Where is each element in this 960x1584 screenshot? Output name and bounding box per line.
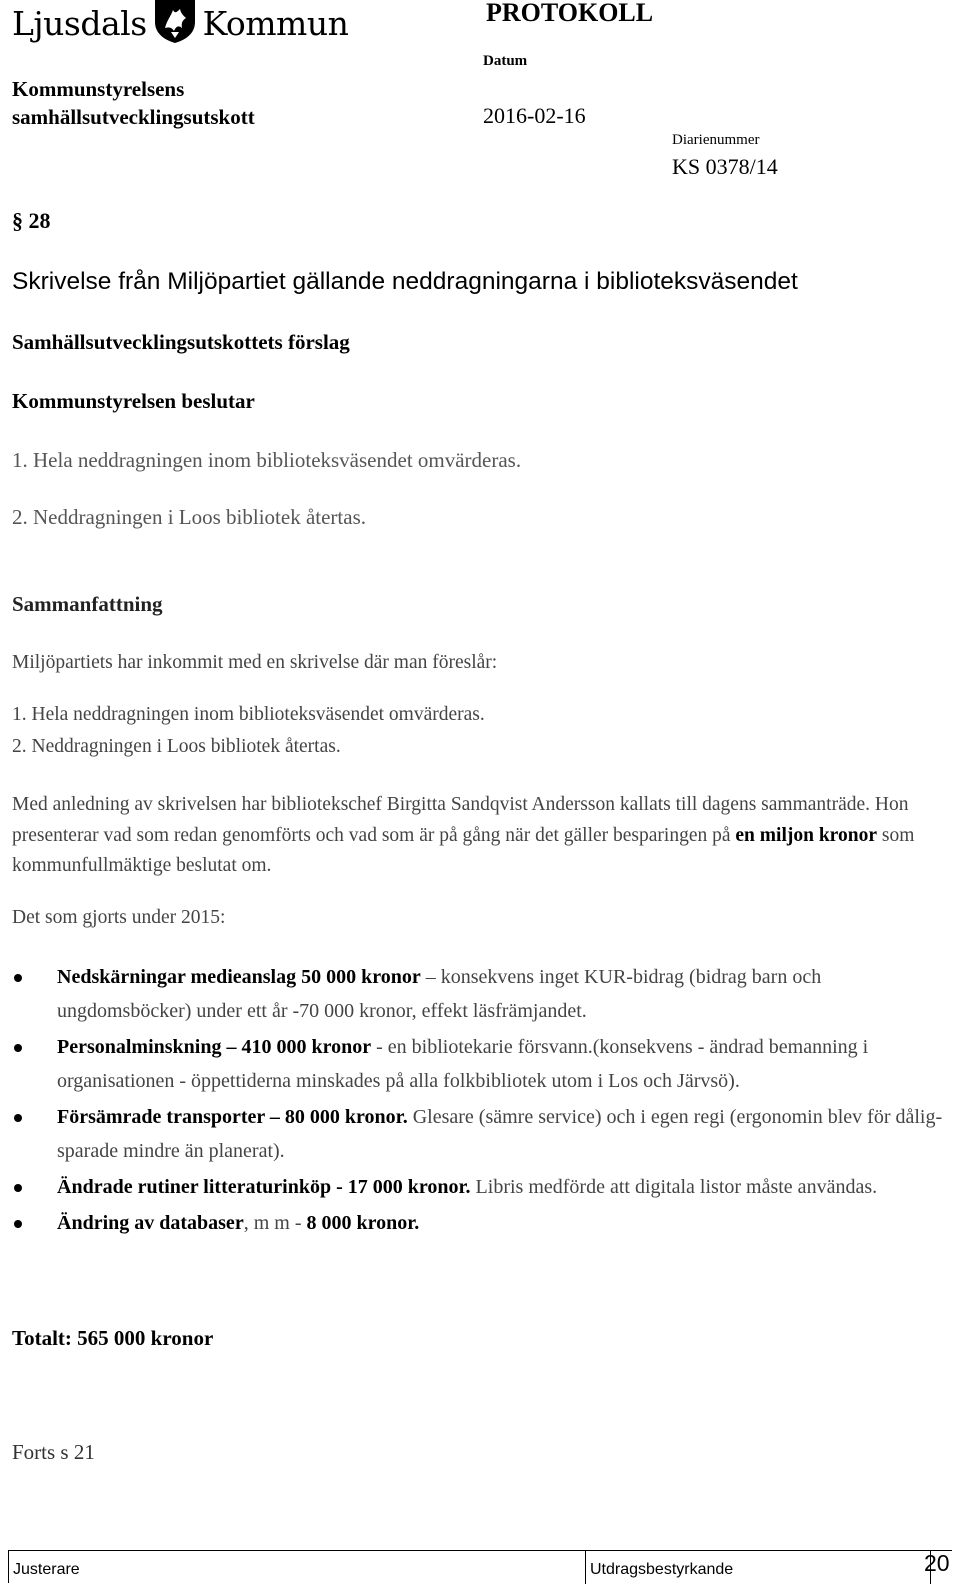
bullet-icon bbox=[14, 1220, 22, 1228]
diary-number-value: KS 0378/14 bbox=[672, 154, 778, 179]
list-item bbox=[12, 1206, 956, 1240]
document-type: PROTOKOLL bbox=[486, 0, 654, 27]
utdrag-cell bbox=[586, 1551, 931, 1584]
item-title: Skrivelse från Miljöpartiet gällande neddragningarna i biblioteksväsendet bbox=[12, 268, 798, 295]
bullet-icon bbox=[14, 1114, 22, 1122]
bullet-icon bbox=[14, 1184, 22, 1192]
summary-heading: Sammanfattning bbox=[12, 592, 163, 616]
list-item-text: , m m - bbox=[243, 1212, 307, 1234]
summary-paragraph-text: Med anledning av skrivelsen har bibliotekschef Birgitta Sandqvist Andersson kallats till dagens sammanträde. Hon presenterar vad som redan genomförts och vad som är på gång när det gäller besparingen på bbox=[12, 794, 909, 846]
committee-name-line1: Kommunstyrelsens bbox=[12, 77, 185, 101]
justerare-label: Justerare bbox=[13, 1561, 80, 1578]
diary-number-label: Diarienummer bbox=[672, 132, 760, 148]
list-item-text: - en bibliotekarie försvann.(konsekvens - ändrad bemanning i organisationen - öppettiderna minskades på alla folkbibliotek utom i Los och Järvsö). bbox=[57, 1036, 869, 1092]
savings-list bbox=[12, 960, 956, 1240]
municipality-logo bbox=[12, 2, 348, 44]
date-value: 2016-02-16 bbox=[483, 103, 586, 128]
decision-heading: Kommunstyrelsen beslutar bbox=[12, 389, 255, 413]
list-item-lead: Ändrade rutiner litteraturinköp - 17 000 kronor. bbox=[57, 1176, 471, 1198]
summary-item-1: 1. Hela neddragningen inom biblioteksväsendet omvärderas. bbox=[12, 704, 485, 725]
list-item bbox=[12, 960, 956, 1028]
bullet-icon bbox=[14, 1044, 22, 1052]
utdrag-label: Utdragsbestyrkande bbox=[590, 1561, 734, 1578]
summary-paragraph-end: som kommunfullmäktige beslutat om. bbox=[12, 824, 915, 876]
done-heading: Det som gjorts under 2015: bbox=[12, 907, 226, 928]
list-item bbox=[12, 1100, 956, 1168]
committee-name-line2: samhällsutvecklingsutskott bbox=[12, 105, 255, 129]
list-item-lead: Personalminskning – 410 000 kronor bbox=[57, 1036, 372, 1058]
summary-paragraph-highlight: en miljon kronor bbox=[735, 824, 877, 846]
summary-item-2: 2. Neddragningen i Loos bibliotek återtas. bbox=[12, 736, 341, 757]
list-item-text: Glesare (sämre service) och i egen regi (ergonomin blev för dålig-sparade mindre än planerat). bbox=[57, 1106, 943, 1162]
list-item-lead: Försämrade transporter – 80 000 kronor. bbox=[57, 1106, 408, 1128]
paragraph-number: § 28 bbox=[12, 208, 51, 233]
bullet-icon bbox=[14, 974, 22, 982]
list-item-text: – konsekvens inget KUR-bidrag (bidrag barn och ungdomsböcker) under ett år -70 000 kronor, effekt läsfrämjandet. bbox=[57, 966, 822, 1022]
proposal-heading: Samhällsutvecklingsutskottets förslag bbox=[12, 330, 350, 354]
decision-item-2: 2. Neddragningen i Loos bibliotek återtas. bbox=[12, 505, 366, 529]
logo-text-left: Ljusdals bbox=[12, 3, 147, 43]
summary-paragraph bbox=[12, 790, 932, 882]
justerare-cell bbox=[9, 1551, 586, 1584]
date-label: Datum bbox=[483, 53, 528, 69]
logo-text-right: Kommun bbox=[202, 3, 349, 43]
list-item bbox=[12, 1170, 956, 1204]
list-item bbox=[12, 1030, 956, 1098]
coat-of-arms-icon bbox=[153, 0, 197, 49]
signature-footer bbox=[8, 1550, 952, 1583]
total-amount: Totalt: 565 000 kronor bbox=[12, 1326, 214, 1350]
list-item-text: Libris medförde att digitala listor måste användas. bbox=[470, 1176, 878, 1198]
page-number: 20 bbox=[924, 1550, 950, 1576]
continued-note: Forts s 21 bbox=[12, 1440, 95, 1464]
list-item-amount: 8 000 kronor. bbox=[306, 1212, 420, 1234]
decision-item-1: 1. Hela neddragningen inom biblioteksväsendet omvärderas. bbox=[12, 448, 522, 472]
list-item-lead: Nedskärningar medieanslag 50 000 kronor bbox=[57, 966, 421, 988]
list-item-lead: Ändring av databaser bbox=[57, 1212, 244, 1234]
summary-intro: Miljöpartiets har inkommit med en skrivelse där man föreslår: bbox=[12, 652, 498, 673]
